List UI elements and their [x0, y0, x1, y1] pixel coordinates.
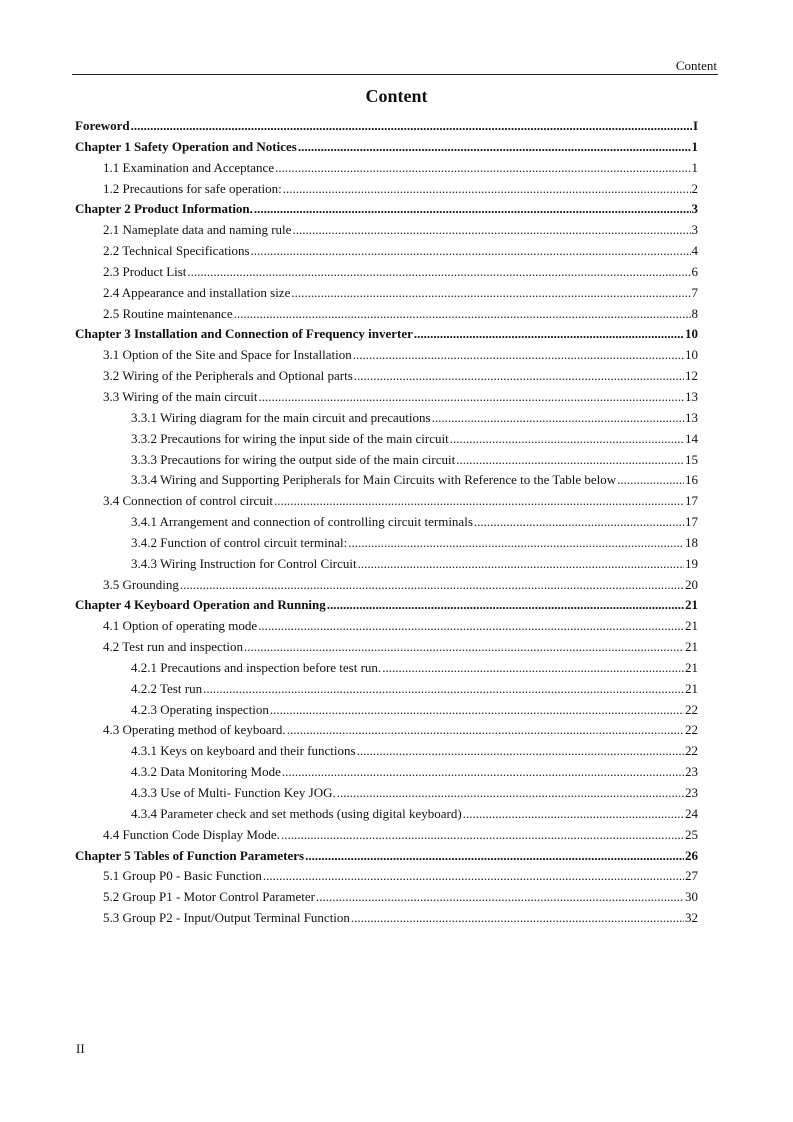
toc-section-entry[interactable]: [75, 660, 698, 681]
running-head: Content: [675, 58, 717, 73]
toc-entry-title: Chapter 1 Safety Operation and Notices: [75, 138, 297, 154]
toc-section-entry[interactable]: [75, 910, 698, 931]
dot-leader: [354, 368, 684, 384]
toc-entry-page: 22: [685, 722, 698, 738]
toc-entry-page: 17: [685, 514, 698, 530]
dot-leader: [617, 472, 684, 488]
toc-entry-title: 4.3.4 Parameter check and set methods (using digital keyboard): [131, 805, 462, 821]
dot-leader: [187, 264, 690, 280]
toc-entry-title: 3.3.3 Precautions for wiring the output side of the main circuit: [131, 451, 456, 467]
dot-leader: [258, 618, 684, 634]
dot-leader: [258, 389, 684, 405]
dot-leader: [353, 347, 684, 363]
toc-entry-page: 21: [685, 639, 698, 655]
toc-section-entry[interactable]: [75, 285, 698, 306]
toc-entry-page: 12: [685, 368, 698, 384]
toc-entry-title: 5.3 Group P2 - Input/Output Terminal Function: [103, 910, 350, 926]
toc-entry-page: 19: [685, 555, 698, 571]
toc-section-entry[interactable]: [75, 452, 698, 473]
toc-entry-title: Chapter 2 Product Information.: [75, 201, 253, 217]
toc-entry-page: 15: [685, 451, 698, 467]
toc-entry-title: 3.4.3 Wiring Instruction for Control Circuit: [131, 555, 357, 571]
dot-leader: [351, 910, 684, 926]
toc-entry-page: 10: [685, 326, 698, 342]
toc-section-entry[interactable]: [75, 368, 698, 389]
toc-chapter-entry[interactable]: [75, 139, 698, 160]
toc-entry-page: 18: [685, 534, 698, 550]
toc-entry-page: 13: [685, 409, 698, 425]
toc-section-entry[interactable]: [75, 827, 698, 848]
toc-section-entry[interactable]: [75, 160, 698, 181]
toc-section-entry[interactable]: [75, 535, 698, 556]
toc-entry-page: 23: [685, 764, 698, 780]
toc-entry-title: Chapter 4 Keyboard Operation and Running: [75, 597, 326, 613]
toc-chapter-entry[interactable]: [75, 326, 698, 347]
toc-entry-page: 21: [685, 659, 698, 675]
toc-entry-page: 30: [685, 889, 698, 905]
dot-leader: [244, 639, 684, 655]
toc-entry-title: 3.1 Option of the Site and Space for Installation: [103, 347, 352, 363]
toc-entry-title: 1.2 Precautions for safe operation:: [103, 180, 282, 196]
toc-section-entry[interactable]: [75, 222, 698, 243]
toc-entry-page: 21: [685, 680, 698, 696]
toc-section-entry[interactable]: [75, 556, 698, 577]
toc-entry-title: 3.3.1 Wiring diagram for the main circuit and precautions: [131, 409, 431, 425]
toc-section-entry[interactable]: [75, 306, 698, 327]
toc-entry-page: 20: [685, 576, 698, 592]
dot-leader: [251, 243, 691, 259]
toc-section-entry[interactable]: [75, 639, 698, 660]
toc-section-entry[interactable]: [75, 618, 698, 639]
toc-section-entry[interactable]: [75, 743, 698, 764]
dot-leader: [275, 160, 690, 176]
toc-chapter-entry[interactable]: [75, 118, 698, 139]
dot-leader: [298, 139, 691, 155]
dot-leader: [358, 556, 684, 572]
dot-leader: [292, 222, 690, 238]
toc-entry-page: 21: [685, 597, 698, 613]
header-rule: [72, 74, 718, 75]
dot-leader: [254, 201, 691, 217]
dot-leader: [203, 681, 684, 697]
page-number: II: [76, 1041, 85, 1056]
toc-entry-title: Chapter 5 Tables of Function Parameters: [75, 847, 305, 863]
toc-entry-title: 3.3.2 Precautions for wiring the input side of the main circuit: [131, 430, 449, 446]
dot-leader: [291, 285, 690, 301]
toc-entry-page: 1: [691, 138, 698, 154]
toc-entry-title: 4.3.1 Keys on keyboard and their functions: [131, 743, 356, 759]
dot-leader: [316, 889, 684, 905]
toc-entry-title: 4.2.1 Precautions and inspection before test run.: [131, 659, 382, 675]
toc-entry-page: 7: [691, 284, 698, 300]
toc-section-entry[interactable]: [75, 514, 698, 535]
dot-leader: [327, 597, 684, 613]
toc-entry-page: 22: [685, 701, 698, 717]
table-of-contents: [75, 118, 698, 931]
dot-leader: [456, 452, 684, 468]
toc-entry-page: 32: [685, 910, 698, 926]
toc-entry-page: 21: [685, 618, 698, 634]
toc-entry-title: Chapter 3 Installation and Connection of Frequency inverter: [75, 326, 413, 342]
toc-entry-page: 23: [685, 785, 698, 800]
dot-leader: [357, 743, 684, 759]
toc-entry-title: 3.2 Wiring of the Peripherals and Optional parts: [103, 368, 353, 384]
dot-leader: [432, 410, 684, 426]
toc-entry-page: 27: [685, 868, 698, 884]
dot-leader: [270, 702, 684, 718]
dot-leader: [414, 326, 684, 342]
toc-entry-title: Foreword: [75, 118, 130, 133]
toc-section-entry[interactable]: [75, 722, 698, 743]
toc-entry-title: 4.1 Option of operating mode: [103, 618, 258, 634]
toc-entry-page: 14: [685, 430, 698, 446]
toc-entry-page: 6: [691, 263, 698, 279]
toc-section-entry[interactable]: [75, 493, 698, 514]
dot-leader: [287, 722, 684, 738]
toc-entry-title: 1.1 Examination and Acceptance: [103, 159, 275, 175]
toc-entry-title: 2.5 Routine maintenance: [103, 305, 233, 321]
toc-entry-title: 3.4.1 Arrangement and connection of controlling circuit terminals: [131, 514, 473, 530]
toc-entry-page: 16: [685, 472, 698, 488]
dot-leader: [337, 785, 684, 801]
toc-entry-title: 2.2 Technical Specifications: [103, 243, 250, 259]
toc-section-entry[interactable]: [75, 431, 698, 452]
toc-entry-page: 3: [691, 222, 698, 238]
toc-chapter-entry[interactable]: [75, 848, 698, 869]
toc-section-entry[interactable]: [75, 472, 698, 493]
dot-leader: [180, 577, 684, 593]
toc-entry-page: 25: [685, 826, 698, 842]
page-title: Content: [365, 86, 428, 106]
toc-section-entry[interactable]: [75, 410, 698, 431]
dot-leader: [263, 868, 684, 884]
toc-section-entry[interactable]: [75, 806, 698, 827]
toc-entry-page: 4: [691, 243, 698, 259]
toc-entry-title: 3.3 Wiring of the main circuit: [103, 388, 258, 404]
dot-leader: [131, 118, 692, 134]
toc-section-entry[interactable]: [75, 868, 698, 889]
toc-entry-title: 2.1 Nameplate data and naming rule: [103, 222, 292, 238]
dot-leader: [450, 431, 684, 447]
toc-section-entry[interactable]: [75, 785, 698, 806]
toc-entry-title: 4.2 Test run and inspection: [103, 639, 244, 655]
toc-section-entry[interactable]: [75, 577, 698, 598]
toc-entry-page: 22: [685, 743, 698, 759]
toc-entry-page: 13: [685, 388, 698, 404]
toc-entry-title: 2.4 Appearance and installation size: [103, 284, 291, 300]
toc-entry-title: 3.5 Grounding: [103, 576, 179, 592]
toc-entry-page: 10: [685, 347, 698, 363]
toc-entry-title: 5.2 Group P1 - Motor Control Parameter: [103, 889, 315, 905]
toc-section-entry[interactable]: [75, 389, 698, 410]
dot-leader: [283, 181, 691, 197]
dot-leader: [463, 806, 684, 822]
toc-entry-title: 4.3.3 Use of Multi- Function Key JOG.: [131, 785, 336, 800]
toc-section-entry[interactable]: [75, 264, 698, 285]
toc-section-entry[interactable]: [75, 702, 698, 723]
toc-entry-title: 3.3.4 Wiring and Supporting Peripherals for Main Circuits with Reference to the Table below: [131, 472, 617, 488]
toc-entry-page: I: [692, 118, 698, 133]
toc-entry-title: 4.3 Operating method of keyboard.: [103, 722, 286, 738]
toc-entry-title: 4.2.3 Operating inspection: [131, 701, 269, 717]
dot-leader: [348, 535, 684, 551]
toc-section-entry[interactable]: [75, 681, 698, 702]
toc-entry-page: 3: [691, 201, 698, 217]
toc-entry-page: 24: [685, 805, 698, 821]
toc-entry-title: 5.1 Group P0 - Basic Function: [103, 868, 262, 884]
toc-entry-title: 4.2.2 Test run: [131, 680, 203, 696]
toc-chapter-entry[interactable]: [75, 201, 698, 222]
toc-entry-page: 8: [691, 305, 698, 321]
toc-entry-page: 1: [691, 159, 698, 175]
toc-chapter-entry[interactable]: [75, 597, 698, 618]
dot-leader: [274, 493, 684, 509]
toc-section-entry[interactable]: [75, 243, 698, 264]
dot-leader: [305, 848, 684, 864]
dot-leader: [281, 827, 684, 843]
dot-leader: [282, 764, 684, 780]
dot-leader: [474, 514, 684, 530]
dot-leader: [382, 660, 684, 676]
dot-leader: [234, 306, 691, 322]
toc-entry-title: 4.3.2 Data Monitoring Mode: [131, 764, 281, 780]
toc-entry-title: 3.4.2 Function of control circuit terminal:: [131, 534, 348, 550]
toc-section-entry[interactable]: [75, 889, 698, 910]
toc-entry-title: 3.4 Connection of control circuit: [103, 493, 274, 509]
toc-entry-page: 26: [685, 847, 698, 863]
toc-section-entry[interactable]: [75, 764, 698, 785]
toc-section-entry[interactable]: [75, 181, 698, 202]
toc-entry-page: 17: [685, 493, 698, 509]
toc-section-entry[interactable]: [75, 347, 698, 368]
toc-entry-page: 2: [691, 180, 698, 196]
toc-entry-title: 4.4 Function Code Display Mode.: [103, 826, 280, 842]
toc-entry-title: 2.3 Product List: [103, 263, 187, 279]
